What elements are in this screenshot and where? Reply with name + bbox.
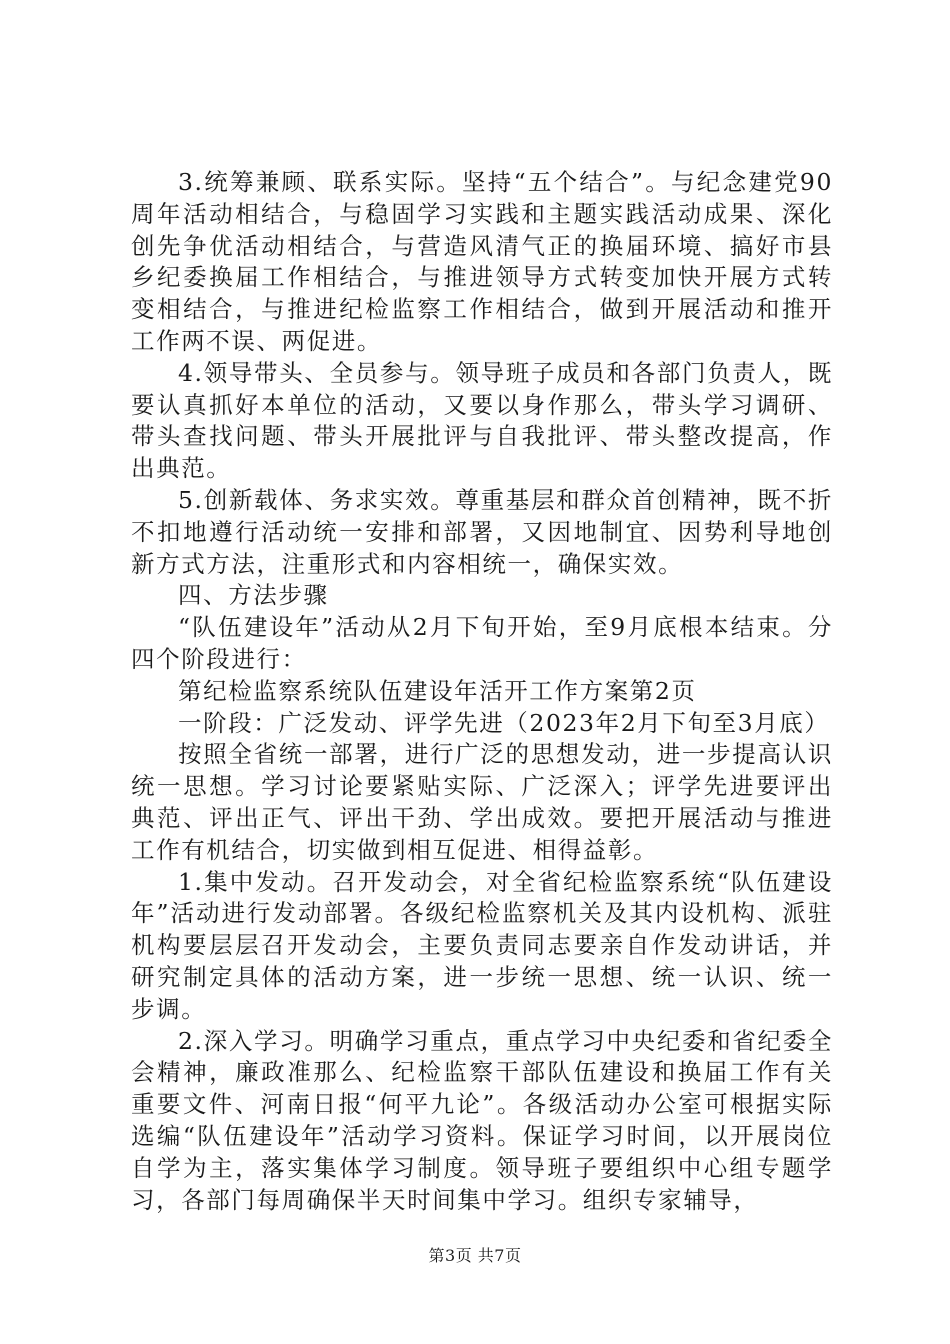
paragraph-mobilization: 1.集中发动。召开发动会，对全省纪检监察系统“队伍建设年”活动进行发动部署。各级纪检监察机关及其内设机构、派驻机构要层层召开发动会，主要负责同志要亲自作发动讲话，并研究制定具体的活动方案，进一步统一思想、统一认识、统一步调。 (131, 867, 833, 1023)
paragraph-leadership: 4.领导带头、全员参与。领导班子成员和各部门负责人，既要认真抓好本单位的活动，又要以身作那么，带头学习调研、带头查找问题、带头开展批评与自我批评、带头整改提高，作出典范。 (131, 358, 833, 483)
paragraph-coordination: 3.统筹兼顾、联系实际。坚持“五个结合”。与纪念建党90周年活动相结合，与稳固学习实践和主题实践活动成果、深化创先争优活动相结合，与营造风清气正的换届环境、搞好市县乡纪委换届工作相结合，与推进领导方式转变加快开展方式转变相结合，与推进纪检监察工作相结合，做到开展活动和推开工作两不误、两促进。 (131, 168, 833, 355)
paragraph-deployment: 按照全省统一部署，进行广泛的思想发动，进一步提高认识统一思想。学习讨论要紧贴实际、广泛深入；评学先进要评出典范、评出正气、评出干劲、学出成效。要把开展活动与推进工作有机结合，切实做到相互促进、相得益彰。 (131, 740, 833, 864)
paragraph-timeline: “队伍建设年”活动从2月下旬开始，至9月底根本结束。分四个阶段进行： (131, 613, 833, 673)
section-heading-methods: 四、方法步骤 (178, 581, 329, 610)
stage-heading-first: 一阶段：广泛发动、评学先进（2023年2月下旬至3月底） (178, 708, 830, 737)
page-footer: 第3页 共7页 (428, 1246, 522, 1265)
document-page (131, 167, 833, 1216)
paragraph-page-reference: 第纪检监察系统队伍建设年活开工作方案第2页 (178, 676, 697, 705)
paragraph-study: 2.深入学习。明确学习重点，重点学习中央纪委和省纪委全会精神，廉政准那么、纪检监察干部队伍建设和换届工作有关重要文件、河南日报“何平九论”。各级活动办公室可根据实际选编“队伍建设年”活动学习资料。保证学习时间，以开展岗位自学为主，落实集体学习制度。领导班子要组织中心组专题学习，各部门每周确保半天时间集中学习。组织专家辅导， (131, 1026, 833, 1214)
paragraph-innovation: 5.创新载体、务求实效。尊重基层和群众首创精神，既不折不扣地遵行活动统一安排和部署，又因地制宜、因势利导地创新方式方法，注重形式和内容相统一，确保实效。 (131, 485, 833, 578)
